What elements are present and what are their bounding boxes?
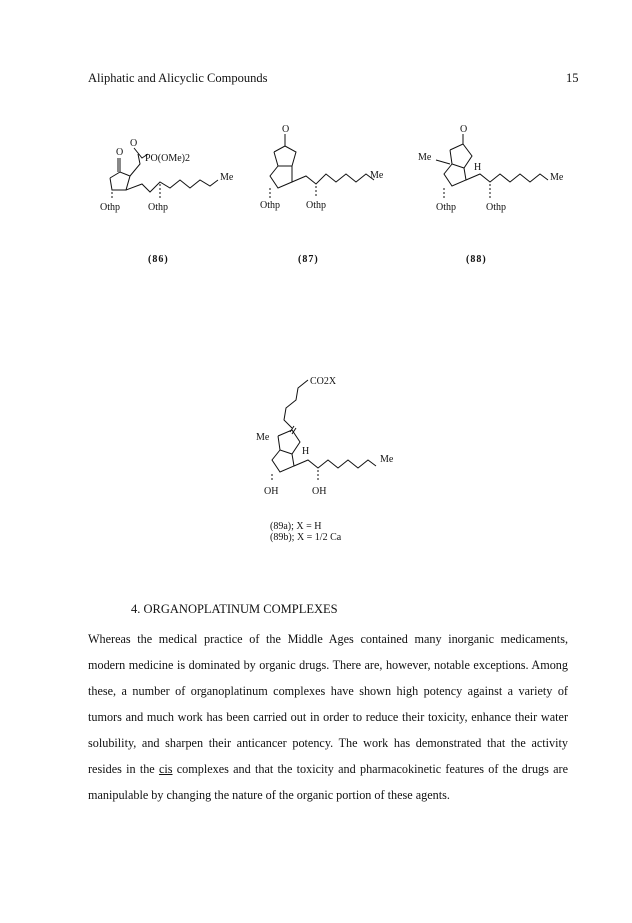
hydrogen-label: H (302, 446, 310, 457)
structure-89 (250, 370, 410, 500)
structure-88 (418, 118, 568, 218)
othp-label-1: Othp (260, 200, 280, 211)
othp-label-2: Othp (486, 202, 506, 213)
compound-89a-line: (89a); X = H (270, 521, 322, 532)
methyl-label: Me (550, 172, 564, 183)
bond-line (274, 146, 296, 166)
compound-89b-line: (89b); X = 1/2 Ca (270, 532, 342, 543)
othp-label-1: Othp (100, 202, 120, 213)
co2x-label: CO2X (310, 376, 337, 387)
bond-line (466, 174, 548, 182)
ketone-o-label: O (130, 138, 138, 149)
bond-line (270, 166, 292, 188)
structure-87 (258, 118, 398, 218)
othp-label-2: Othp (306, 200, 326, 211)
methyl-left-label: Me (256, 432, 270, 443)
structure-86 (98, 118, 238, 218)
bond-line (292, 174, 374, 184)
compound-label-88: (88) (466, 254, 487, 265)
bond-line (436, 160, 450, 164)
othp-label-2: Othp (148, 202, 168, 213)
body-paragraph (88, 626, 568, 808)
oh-label-2: OH (312, 486, 327, 497)
paragraph-start: Whereas the medical practice of the Middle Ages contained many inorganic medicaments, modern medicine is dominated by organic drugs. There are, however, notable exceptions. Among these, a number of organoplatinum complexes have shown high potency against a variety of tumors and much work has been carried out in order to reduce their toxicity, enhance their water solubility, and sharpen their anticancer potency. The work has demonstrated that the activity resides in the (88, 632, 568, 776)
phosphonate-label: PO(OMe)2 (145, 153, 190, 164)
bond-line (130, 154, 140, 176)
methyl-left-label: Me (418, 152, 432, 163)
compound-label-86: (86) (148, 254, 169, 265)
paragraph-end: complexes and that the toxicity and pharmacokinetic features of the drugs are manipulable by changing the nature of the organic portion of these agents. (88, 762, 568, 802)
othp-label-1: Othp (436, 202, 456, 213)
compound-89-definitions (270, 521, 341, 543)
compound-label-87: (87) (298, 254, 319, 265)
bond-line (294, 460, 376, 468)
ketone-o-label: O (460, 124, 468, 135)
bond-line (110, 172, 130, 190)
bond-line (278, 430, 300, 454)
running-header: Aliphatic and Alicyclic Compounds (88, 71, 268, 85)
hydrogen-label: H (474, 162, 482, 173)
bond-line (284, 380, 308, 428)
methyl-label: Me (370, 170, 384, 181)
methyl-label: Me (380, 454, 394, 465)
section-heading: 4. ORGANOPLATINUM COMPLEXES (131, 602, 338, 616)
carbonyl-o-label: O (116, 147, 124, 158)
page-number: 15 (566, 71, 579, 85)
methyl-label: Me (220, 172, 234, 183)
bond-line (450, 144, 472, 168)
oh-label-1: OH (264, 486, 279, 497)
bond-line (126, 180, 218, 192)
ketone-o-label: O (282, 124, 290, 135)
cis-term: cis (158, 762, 173, 776)
